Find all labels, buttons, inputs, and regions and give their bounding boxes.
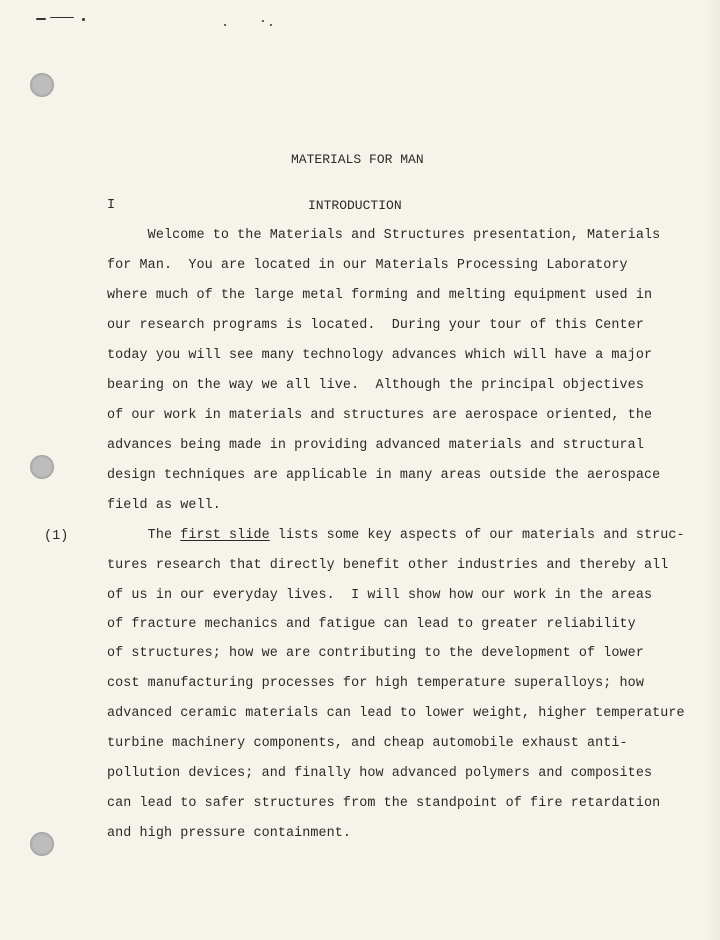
paragraph-line: pollution devices; and finally how advanced polymers and composites xyxy=(107,766,653,781)
paragraph-line: turbine machinery components, and cheap automobile exhaust anti- xyxy=(107,736,628,751)
text-segment: The xyxy=(107,528,181,543)
paragraph-line: and high pressure containment. xyxy=(107,826,352,841)
paragraph-line: design techniques are applicable in many areas outside the aerospace xyxy=(107,468,661,483)
paragraph-line: of our work in materials and structures are aerospace oriented, the xyxy=(107,408,653,423)
text-segment: lists some key aspects of our materials and struc- xyxy=(269,528,685,543)
page-edge-shadow xyxy=(706,0,720,940)
paragraph-line: advanced ceramic materials can lead to lower weight, higher temperature xyxy=(107,706,685,721)
scan-mark xyxy=(82,18,85,21)
paragraph-line: our research programs is located. During your tour of this Center xyxy=(107,318,644,333)
paragraph-line: of us in our everyday lives. I will show how our work in the areas xyxy=(107,588,653,603)
paragraph-line: for Man. You are located in our Materials Processing Laboratory xyxy=(107,258,628,273)
scan-mark xyxy=(262,20,264,22)
scan-mark xyxy=(50,17,74,18)
paragraph-line: bearing on the way we all live. Although the principal objectives xyxy=(107,378,644,393)
paragraph-line: today you will see many technology advances which will have a major xyxy=(107,348,653,363)
paragraph-line: Welcome to the Materials and Structures presentation, Materials xyxy=(107,228,661,243)
paragraph-line: can lead to safer structures from the standpoint of fire retardation xyxy=(107,796,661,811)
paragraph-line: of fracture mechanics and fatigue can lead to greater reliability xyxy=(107,617,636,632)
paragraph-line: cost manufacturing processes for high temperature superalloys; how xyxy=(107,676,644,691)
underlined-phrase: first slide xyxy=(180,528,270,543)
paragraph-line: of structures; how we are contributing to the development of lower xyxy=(107,646,644,661)
section-number: I xyxy=(107,198,116,213)
section-title: INTRODUCTION xyxy=(308,198,402,213)
punch-hole-top xyxy=(30,73,54,97)
paragraph-line: tures research that directly benefit other industries and thereby all xyxy=(107,558,669,573)
paragraph-line-first xyxy=(107,528,685,543)
paragraph-line: field as well. xyxy=(107,498,221,513)
punch-hole-middle xyxy=(30,455,54,479)
punch-hole-bottom xyxy=(30,832,54,856)
scan-mark xyxy=(224,24,226,26)
paragraph-line: advances being made in providing advanced materials and structural xyxy=(107,438,644,453)
scan-mark xyxy=(36,18,46,20)
document-title: MATERIALS FOR MAN xyxy=(291,152,424,167)
slide-marker: (1) xyxy=(44,529,69,544)
scan-mark xyxy=(270,24,272,26)
paragraph-line: where much of the large metal forming and melting equipment used in xyxy=(107,288,653,303)
